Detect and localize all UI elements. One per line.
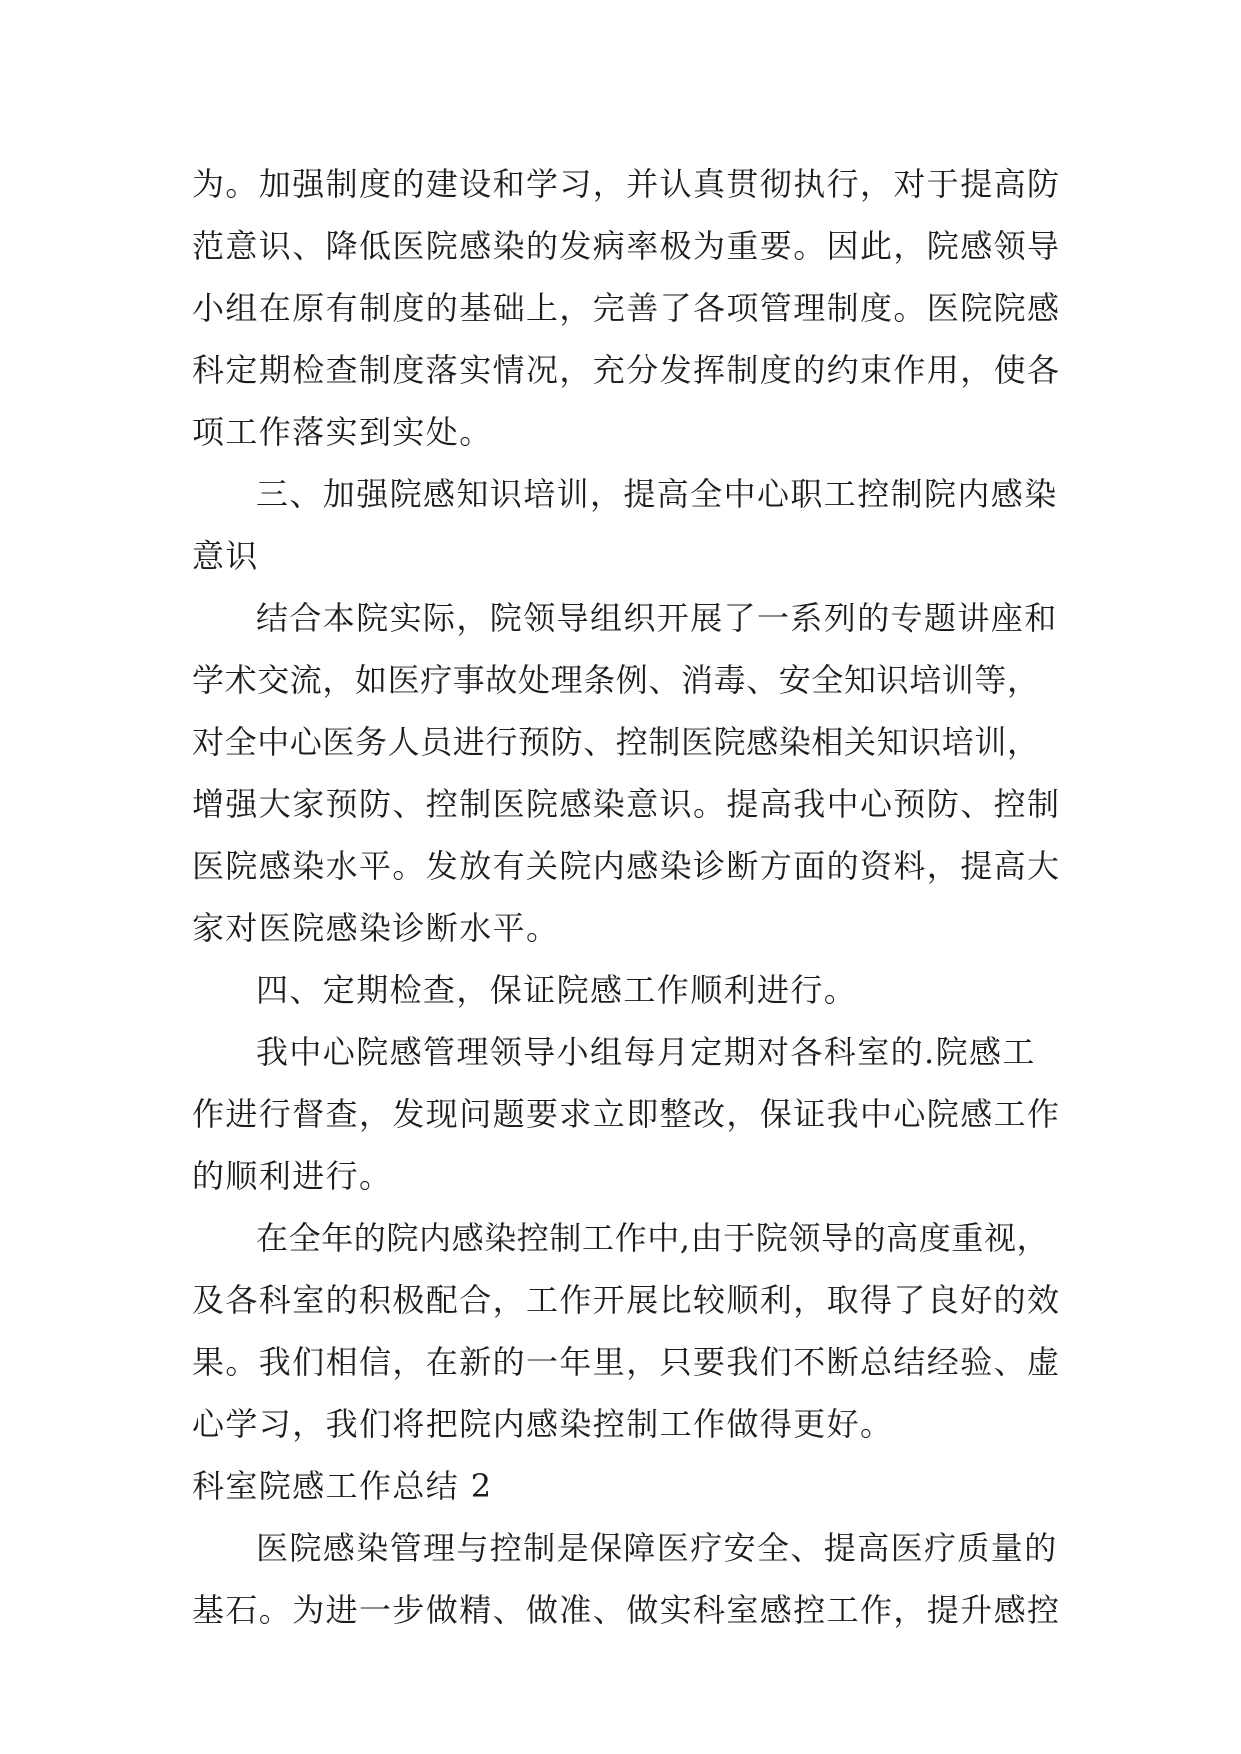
paragraph-3-line-1: 我中心院感管理领导小组每月定期对各科室的.院感工 xyxy=(256,1033,1036,1071)
paragraph-2-line-3: 对全中心医务人员进行预防、控制医院感染相关知识培训， xyxy=(192,723,1040,761)
paragraph-2-line-1: 结合本院实际，院领导组织开展了一系列的专题讲座和 xyxy=(256,599,1058,637)
paragraph-2-line-4: 增强大家预防、控制医院感染意识。提高我中心预防、控制 xyxy=(192,785,1061,823)
paragraph-4-line-1: 在全年的院内感染控制工作中,由于院领导的高度重视， xyxy=(256,1219,1050,1257)
paragraph-4-line-3: 果。我们相信，在新的一年里，只要我们不断总结经验、虚 xyxy=(192,1343,1061,1381)
paragraph-1-line-4: 科定期检查制度落实情况，充分发挥制度的约束作用，使各 xyxy=(192,351,1061,389)
paragraph-2-line-2: 学术交流，如医疗事故处理条例、消毒、安全知识培训等， xyxy=(192,661,1040,699)
paragraph-1-line-2: 范意识、降低医院感染的发病率极为重要。因此，院感领导 xyxy=(192,227,1061,265)
paragraph-3-line-2: 作进行督查，发现问题要求立即整改，保证我中心院感工作 xyxy=(192,1095,1061,1133)
paragraph-4-line-2: 及各科室的积极配合，工作开展比较顺利，取得了良好的效 xyxy=(192,1281,1061,1319)
paragraph-2-line-5: 医院感染水平。发放有关院内感染诊断方面的资料，提高大 xyxy=(192,847,1061,885)
paragraph-1-line-1: 为。加强制度的建设和学习，并认真贯彻执行，对于提高防 xyxy=(192,165,1061,203)
paragraph-1-line-3: 小组在原有制度的基础上，完善了各项管理制度。医院院感 xyxy=(192,289,1061,327)
paragraph-3-line-3: 的顺利进行。 xyxy=(192,1157,393,1195)
paragraph-5-line-1: 医院感染管理与控制是保障医疗安全、提高医疗质量的 xyxy=(256,1529,1058,1567)
section-title-2: 科室院感工作总结 2 xyxy=(192,1467,493,1505)
section-3-heading-line-1: 三、加强院感知识培训，提高全中心职工控制院内感染 xyxy=(256,475,1058,513)
paragraph-1-line-5: 项工作落实到实处。 xyxy=(192,413,493,451)
section-3-heading-line-2: 意识 xyxy=(192,537,259,575)
paragraph-4-line-4: 心学习，我们将把院内感染控制工作做得更好。 xyxy=(192,1405,894,1443)
section-4-heading: 四、定期检查，保证院感工作顺利进行。 xyxy=(256,971,858,1009)
paragraph-2-line-6: 家对医院感染诊断水平。 xyxy=(192,909,560,947)
paragraph-5-line-2: 基石。为进一步做精、做准、做实科室感控工作，提升感控 xyxy=(192,1591,1061,1629)
